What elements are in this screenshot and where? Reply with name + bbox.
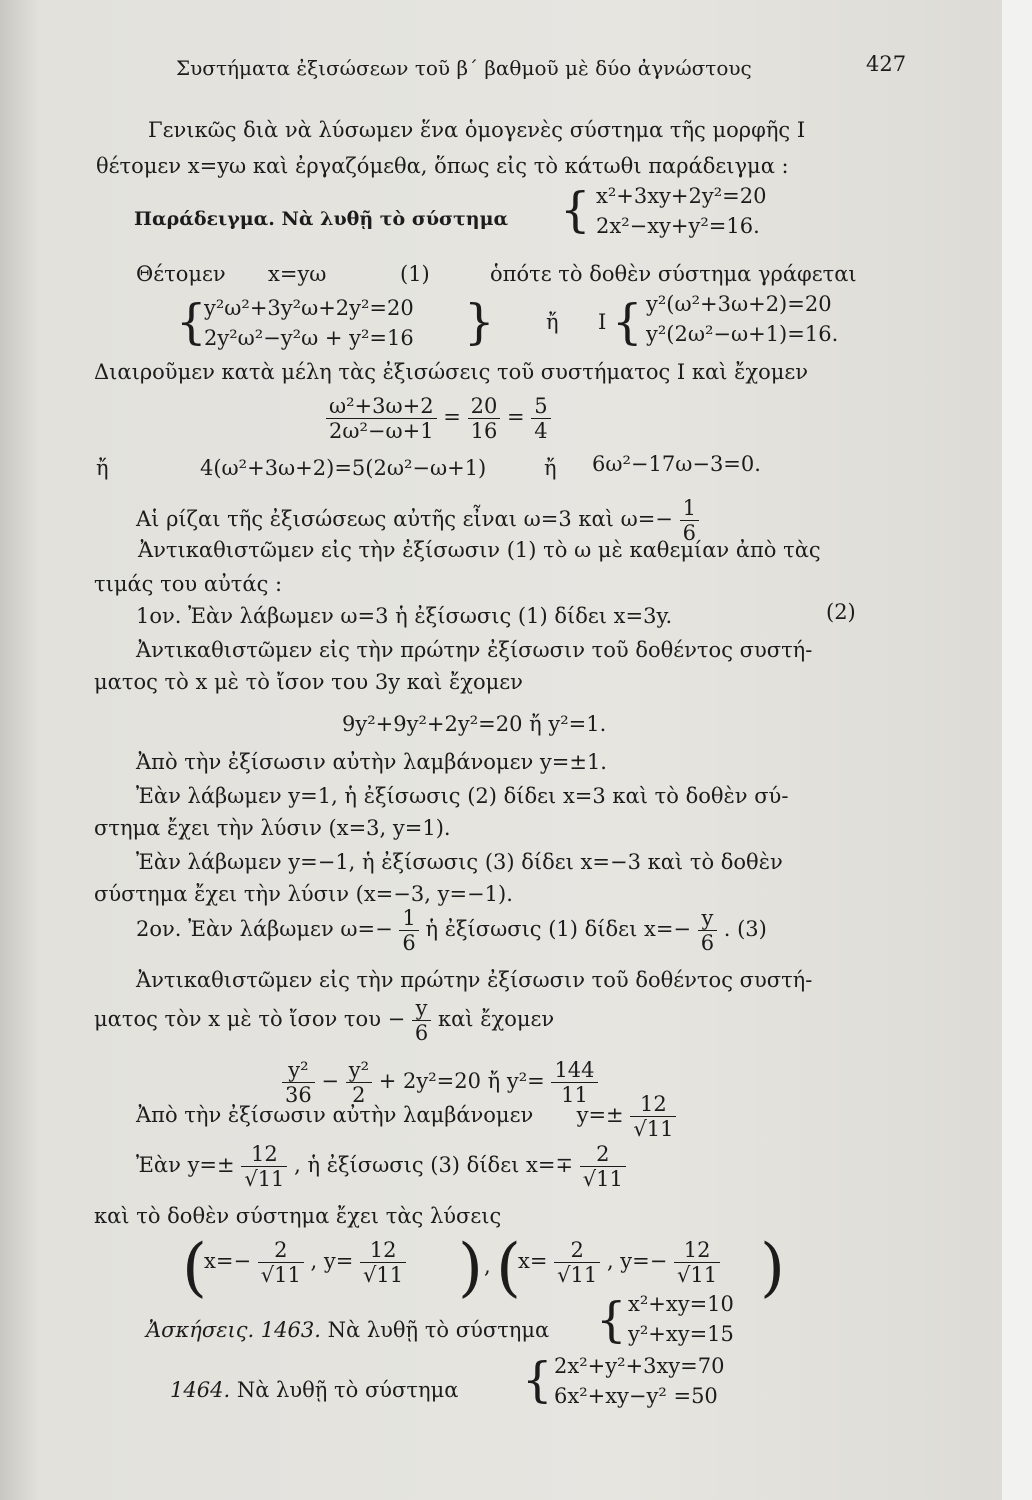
denominator: 6 xyxy=(402,931,416,955)
text: ἡ ἐξίσωσις (1) δίδει x=− xyxy=(425,917,692,941)
numerator: y xyxy=(412,996,431,1021)
or-word: ἤ xyxy=(546,310,559,334)
paren: ) xyxy=(458,1231,483,1305)
fraction xyxy=(412,996,431,1045)
paren: ( xyxy=(496,1231,521,1305)
denominator: √11 xyxy=(363,1263,404,1287)
numerator: ω²+3ω+2 xyxy=(326,394,437,419)
numerator: y² xyxy=(282,1058,315,1083)
example-label: Παράδειγμα. Νὰ λυθῇ τὸ σύστημα xyxy=(134,208,509,230)
text: x=− xyxy=(204,1249,252,1273)
text-line: στημα ἔχει τὴν λύσιν (x=3, y=1). xyxy=(94,816,451,840)
numerator: 2 xyxy=(554,1238,600,1263)
denominator: 6 xyxy=(700,931,715,955)
brace: } xyxy=(464,294,495,350)
equation: y=± xyxy=(576,1103,624,1127)
fraction xyxy=(554,1238,600,1287)
fraction xyxy=(531,394,550,443)
numerator: 2 xyxy=(258,1238,304,1263)
or-word: ἤ xyxy=(96,456,109,480)
denominator: √11 xyxy=(633,1117,674,1141)
text-line: Γενικῶς διὰ νὰ λύσωμεν ἕνα ὁμογενὲς σύστημα τῆς μορφῆς I xyxy=(148,118,806,142)
equation: 2x²−xy+y²=16. xyxy=(596,214,760,238)
numerator: 12 xyxy=(241,1142,287,1167)
equation-number: . (3) xyxy=(723,917,767,941)
numerator: 1 xyxy=(399,906,418,931)
solution xyxy=(518,1238,720,1287)
text-line: Διαιροῦμεν κατὰ μέλη τὰς ἐξισώσεις τοῦ συστήματος I καὶ ἔχομεν xyxy=(94,360,809,384)
text-line: Ἀντικαθιστῶμεν εἰς τὴν πρώτην ἐξίσωσιν τοῦ δοθέντος συστή- xyxy=(136,638,813,662)
page-number: 427 xyxy=(866,52,907,76)
text-line: τιμάς του αὐτάς : xyxy=(94,572,283,596)
text-line: καὶ τὸ δοθὲν σύστημα ἔχει τὰς λύσεις xyxy=(94,1204,502,1228)
equation-number: (2) xyxy=(826,600,856,624)
equation: y²(ω²+3ω+2)=20 xyxy=(646,292,832,316)
comma: , xyxy=(484,1254,491,1278)
text: 1464. xyxy=(170,1378,231,1402)
fraction xyxy=(360,1238,406,1287)
text: , ἡ ἐξίσωσις (3) δίδει x=∓ xyxy=(294,1153,574,1177)
brace: { xyxy=(522,1352,553,1408)
fraction xyxy=(468,394,501,443)
equation-number: (1) xyxy=(400,262,430,286)
text-line xyxy=(136,1142,626,1191)
equation: x=yω xyxy=(268,262,327,286)
equals: = xyxy=(443,405,461,429)
equation: x²+3xy+2y²=20 xyxy=(596,184,767,208)
equation: 9y²+9y²+2y²=20 ἤ y²=1. xyxy=(342,712,607,736)
denominator: √11 xyxy=(260,1263,301,1287)
numerator: 5 xyxy=(531,394,550,419)
numerator: 20 xyxy=(468,394,501,419)
fraction-equation xyxy=(326,394,551,443)
text-line: ὁπότε τὸ δοθὲν σύστημα γράφεται xyxy=(490,262,857,286)
denominator: 6 xyxy=(414,1021,429,1045)
numerator: 144 xyxy=(551,1058,597,1083)
fraction xyxy=(258,1238,304,1287)
fraction xyxy=(326,394,437,443)
equals: = xyxy=(507,405,525,429)
text: Αἱ ρίζαι τῆς ἐξισώσεως αὐτῆς εἶναι ω=3 καὶ ω=− xyxy=(136,507,673,531)
text-line xyxy=(136,1092,676,1141)
denominator: 11 xyxy=(561,1083,588,1107)
exercise-label xyxy=(170,1378,458,1402)
bar: I xyxy=(598,310,607,334)
text: , y=− xyxy=(606,1249,668,1273)
denominator: 2ω²−ω+1 xyxy=(329,419,434,443)
equation: y²ω²+3y²ω+2y²=20 xyxy=(204,296,414,320)
equation: y=± xyxy=(187,1153,235,1177)
text-line: σύστημα ἔχει τὴν λύσιν (x=−3, y=−1). xyxy=(94,882,513,906)
denominator: 6 xyxy=(682,521,696,545)
brace: { xyxy=(560,182,591,238)
denominator: √11 xyxy=(557,1263,598,1287)
fraction xyxy=(698,906,717,955)
text-line: Θέτομεν xyxy=(136,262,226,286)
running-header: Συστήματα ἐξισώσεων τοῦ β΄ βαθμοῦ μὲ δύο ἀγνώστους xyxy=(176,56,752,80)
text: Ἐὰν xyxy=(136,1153,181,1177)
equation: 4(ω²+3ω+2)=5(2ω²−ω+1) xyxy=(200,456,487,480)
equation: y²(2ω²−ω+1)=16. xyxy=(646,322,839,346)
text: Νὰ λυθῇ τὸ σύστημα xyxy=(327,1318,550,1342)
equation: 2x²+y²+3xy=70 xyxy=(554,1354,725,1378)
text: 2ον. Ἐὰν λάβωμεν ω=− xyxy=(136,917,393,941)
text: Νὰ λυθῇ τὸ σύστημα xyxy=(236,1378,459,1402)
text-line: Ἐὰν λάβωμεν y=−1, ἡ ἐξίσωσις (3) δίδει x=−3 καὶ τὸ δοθὲν xyxy=(136,850,783,874)
exercise-label xyxy=(146,1318,549,1342)
page-edge xyxy=(1002,0,1032,1500)
equation: x²+xy=10 xyxy=(628,1292,734,1316)
equation: 6ω²−17ω−3=0. xyxy=(592,452,761,476)
fraction xyxy=(580,1142,626,1191)
denominator: √11 xyxy=(677,1263,718,1287)
denominator: √11 xyxy=(582,1167,623,1191)
numerator: 2 xyxy=(580,1142,626,1167)
text: Ἀσκήσεις. 1463. xyxy=(146,1318,321,1342)
solution xyxy=(204,1238,406,1287)
text: x= xyxy=(518,1249,548,1273)
text: Ἀπὸ τὴν ἐξίσωσιν αὐτὴν λαμβάνομεν xyxy=(136,1103,534,1127)
equation: + 2y²=20 ἤ y²= xyxy=(378,1069,545,1093)
text-line: Ἐὰν λάβωμεν y=1, ἡ ἐξίσωσις (2) δίδει x=3 καὶ τὸ δοθὲν σύ- xyxy=(136,784,789,808)
numerator: 12 xyxy=(360,1238,406,1263)
text: , y= xyxy=(310,1249,354,1273)
numerator: y xyxy=(698,906,717,931)
denominator: √11 xyxy=(244,1167,285,1191)
text-line: Ἀπὸ τὴν ἐξίσωσιν αὐτὴν λαμβάνομεν y=±1. xyxy=(136,750,607,774)
denominator: 2 xyxy=(352,1083,366,1107)
numerator: 12 xyxy=(674,1238,720,1263)
fraction xyxy=(674,1238,720,1287)
equation: 2y²ω²−y²ω + y²=16 xyxy=(204,326,414,350)
minus: − xyxy=(321,1069,340,1093)
numerator: 1 xyxy=(680,496,699,521)
text: καὶ ἔχομεν xyxy=(437,1007,555,1031)
text-line: Ἀντικαθιστῶμεν εἰς τὴν πρώτην ἐξίσωσιν τοῦ δοθέντος συστή- xyxy=(136,968,813,992)
text-line: θέτομεν x=yω καὶ ἐργαζόμεθα, ὅπως εἰς τὸ κάτωθι παράδειγμα : xyxy=(96,154,789,178)
numerator: 12 xyxy=(630,1092,676,1117)
numerator: y² xyxy=(346,1058,372,1083)
paren: ( xyxy=(182,1231,207,1305)
fraction xyxy=(399,906,418,955)
text-line: Ἀντικαθιστῶμεν εἰς τὴν ἐξίσωσιν (1) τὸ ω μὲ καθεμίαν ἀπὸ τὰς xyxy=(138,538,821,562)
text-line xyxy=(136,906,767,955)
paren: ) xyxy=(760,1231,785,1305)
brace: { xyxy=(176,294,207,350)
text-line: 1ον. Ἐὰν λάβωμεν ω=3 ἡ ἐξίσωσις (1) δίδει x=3y. xyxy=(136,604,673,628)
fraction xyxy=(241,1142,287,1191)
equation: y²+xy=15 xyxy=(628,1322,734,1346)
denominator: 16 xyxy=(470,419,498,443)
brace: { xyxy=(612,294,643,350)
denominator: 36 xyxy=(285,1083,312,1107)
brace: { xyxy=(596,1292,627,1348)
text-line xyxy=(94,996,554,1045)
fraction xyxy=(630,1092,676,1141)
equation: 6x²+xy−y² =50 xyxy=(554,1384,718,1408)
denominator: 4 xyxy=(534,419,548,443)
or-word: ἤ xyxy=(544,456,557,480)
text: ματος τὸν x μὲ τὸ ἴσον του − xyxy=(94,1007,406,1031)
text-line: ματος τὸ x μὲ τὸ ἴσον του 3y καὶ ἔχομεν xyxy=(94,670,523,694)
